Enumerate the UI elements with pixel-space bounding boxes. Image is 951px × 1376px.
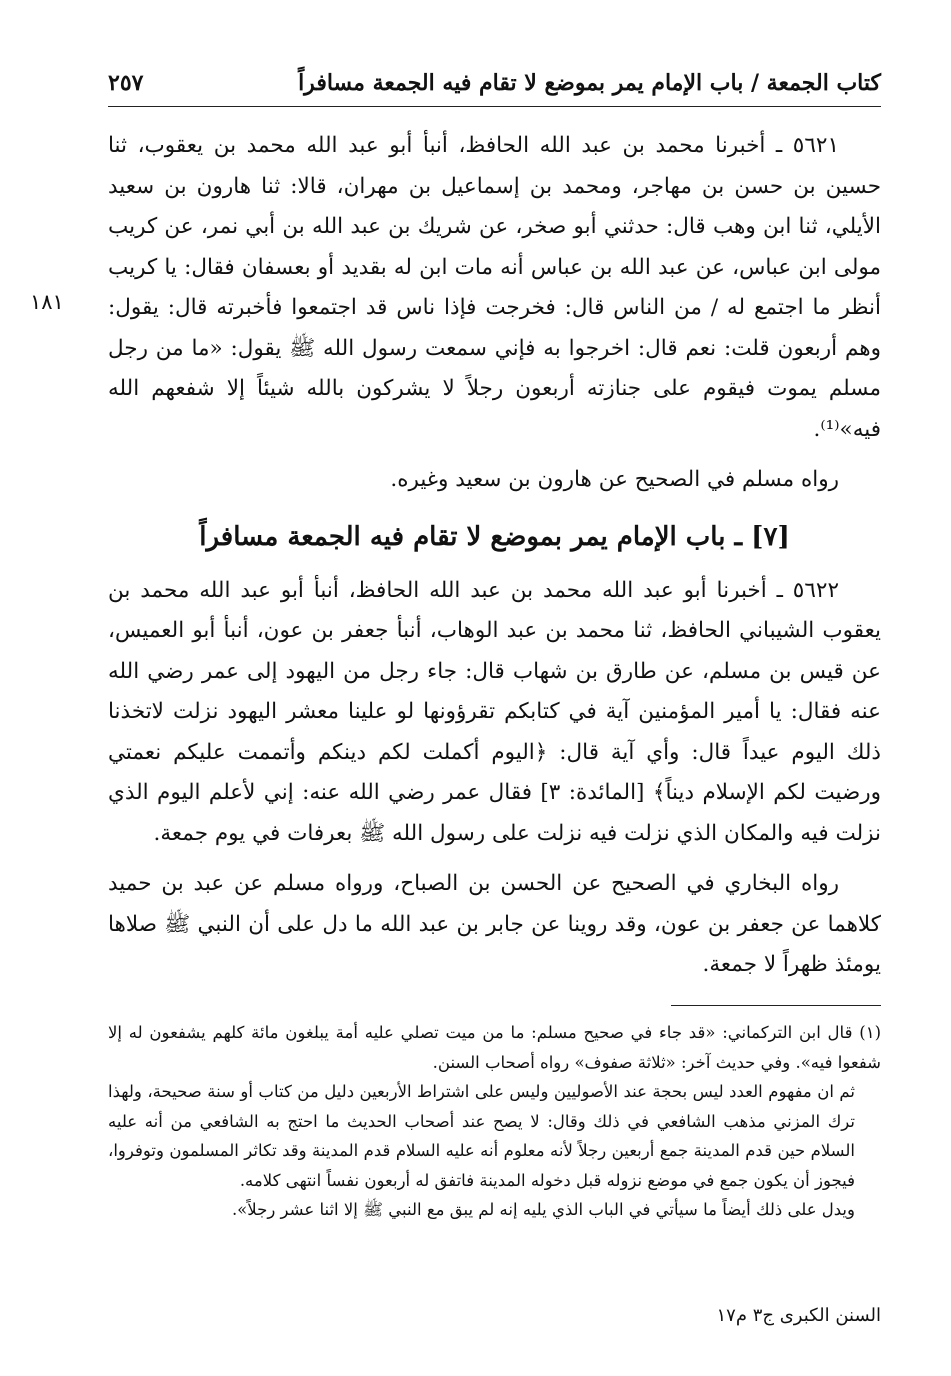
hadith-5621-text: ٥٦٢١ ـ أخبرنا محمد بن عبد الله الحافظ، أنبأ أبو عبد الله محمد بن يعقوب، ثنا حسين بن حسن بن مهاجر، ومحمد بن إسماعيل بن مهران، قالا: ثنا هارون بن سعيد الأيلي، ثنا ابن وهب قال: حدثني أبو صخر، عن شريك بن عبد الله بن أبي نمر، عن كريب مولى ابن عباس، عن عبد الله بن عباس أنه مات ابن له بقديد أو بعسفان فقال: يا كريب أنظر ما اجتمع له / من الناس قال: فخرجت فإذا ناس قد اجتمعوا فأخبرته قال: يقول: وهم أربعون قلت: نعم قال: اخرجوا به فإني سمعت رسول الله ﷺ يقول: «ما من رجل مسلم يموت فيقوم على جنازته أربعون رجلاً لا يشركون بالله شيئاً إلا شفعهم الله فيه»⁽¹⁾. <box>108 133 881 442</box>
footnote-1-continuation: ثم ان مفهوم العدد ليس بحجة عند الأصوليين وليس على اشتراط الأربعين دليل من كتاب أو سنة صحيحة، ولهذا ترك المزني مذهب الشافعي في ذلك وقال: لا يصح عند أصحاب الحديث ما احتج به الشافعي من أنه عليه السلام حين قدم المدينة جمع أربعين رجلاً لأنه معلوم أنه عليه السلام قدم المدينة وقد تكاثر المسلمون وتوفروا، فيجوز أن يكون جمع في موضع نزوله قبل دخوله المدينة فاتفق له أربعون نفساً انتهى كلامه. <box>108 1082 855 1190</box>
hadith-5622-narration: رواه البخاري في الصحيح عن الحسن بن الصباح، ورواه مسلم عن عبد بن حميد كلاهما عن جعفر بن عون، وقد روينا عن جابر بن عبد الله ما دل على أن النبي ﷺ صلاها يومئذ ظهراً لا جمعة. <box>108 871 881 977</box>
chapter-heading: [٧] ـ باب الإمام يمر بموضع لا تقام فيه الجمعة مسافراً <box>199 521 790 552</box>
hadith-5622-text: ٥٦٢٢ ـ أخبرنا أبو عبد الله محمد بن عبد الله الحافظ، أنبأ أبو عبد الله محمد بن يعقوب الشيباني الحافظ، ثنا محمد بن عبد الوهاب، أنبأ جعفر بن عون، أنبأ أبو العميس، عن قيس بن مسلم، عن طارق بن شهاب قال: جاء رجل من اليهود إلى عمر رضي الله عنه فقال: يا أمير المؤمنين آية في كتابكم تقرؤونها لو علينا معشر اليهود نزلت لاتخذنا ذلك اليوم عيداً قال: وأي آية قال: ﴿اليوم أكملت لكم دينكم وأتممت عليكم نعمتي ورضيت لكم الإسلام ديناً﴾ [المائدة: ٣] فقال عمر رضي الله عنه: إني لأعلم اليوم الذي نزلت فيه والمكان الذي نزلت فيه نزلت على رسول الله ﷺ بعرفات في يوم جمعة. <box>108 577 882 846</box>
header-title: كتاب الجمعة / باب الإمام يمر بموضع لا تقام فيه الجمعة مسافراً <box>298 70 881 96</box>
margin-page-reference: ١٨١ <box>30 290 64 314</box>
footnotes <box>108 1018 881 1225</box>
footnote-1: (١) قال ابن التركماني: «قد جاء في صحيح مسلم: ما من ميت تصلي عليه أمة يبلغون مائة كلهم يشفعون له إلا شفعوا فيه». وفي حديث آخر: «ثلاثة صفوف» رواه أصحاب السنن. <box>108 1023 881 1072</box>
hadith-5621-narration: رواه مسلم في الصحيح عن هارون بن سعيد وغيره. <box>390 467 839 492</box>
printer-signature: السنن الكبرى ج٣ م١٧ <box>716 1305 881 1326</box>
footnote-1-ending: ويدل على ذلك أيضاً ما سيأتي في الباب الذي يليه إنه لم يبق مع النبي ﷺ إلا اثنا عشر رجلاً». <box>231 1200 855 1219</box>
running-header <box>108 70 881 107</box>
footnote-separator <box>671 1005 881 1006</box>
page-number: ٢٥٧ <box>108 70 144 96</box>
main-text <box>108 126 881 986</box>
